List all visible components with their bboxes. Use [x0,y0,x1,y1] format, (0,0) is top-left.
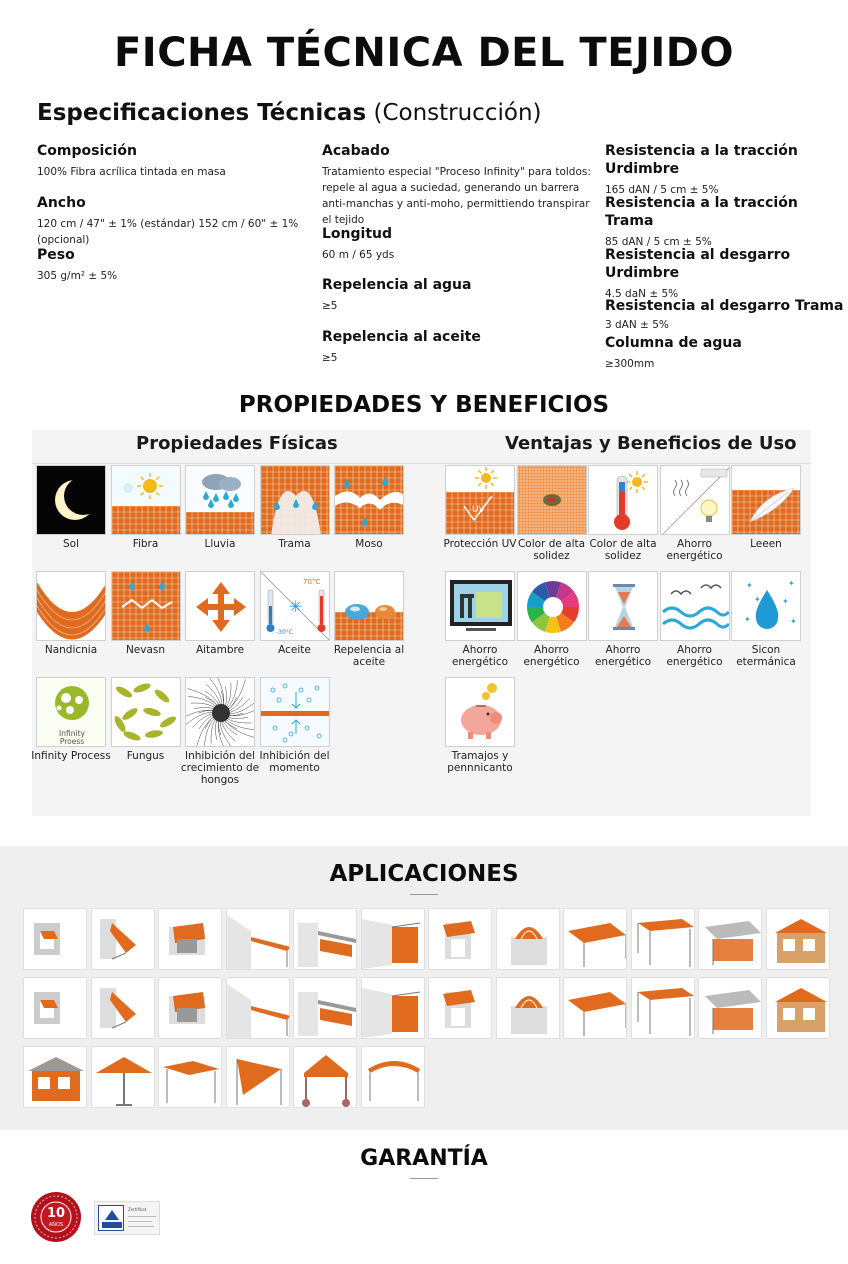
application-thumbnail [698,977,762,1039]
application-thumbnail [293,1046,357,1108]
application-thumbnail [428,977,492,1039]
spec-item [605,246,845,300]
svg-text:✦: ✦ [754,595,761,604]
spec-item [605,297,845,334]
svg-text:✦: ✦ [790,617,797,626]
feather-icon [731,465,801,535]
spec-value: 305 g/m² ± 5% [37,270,118,282]
monitor-icon [445,571,515,641]
physical-property-label: Infinity Process [31,750,111,762]
spec-column-3 [605,142,845,372]
application-thumbnail [766,908,830,970]
certification-badge [94,1201,160,1235]
physical-property-label: Repelencia al aceite [333,644,405,668]
spec-item [605,142,845,194]
spec-label: Resistencia al desgarro Urdimbre [605,247,791,281]
physical-property-label: Trama [278,538,311,550]
spec-heading-light: (Construcción) [373,100,542,126]
spec-label: Columna de agua [605,335,742,351]
spec-item [37,142,307,194]
oil-drop-icon [334,571,404,641]
warranty-title: GARANTÍA [360,1146,488,1171]
seal-number: 10 [46,1206,66,1221]
benefit-label: Ahorro energético [451,644,509,668]
application-thumbnail [496,908,560,970]
spec-label: Acabado [322,143,390,159]
page-title: FICHA TÉCNICA DEL TEJIDO [113,30,734,76]
four-arrows-icon [185,571,255,641]
infinity-process-icon [36,677,106,747]
sun-over-fabric-icon [111,465,181,535]
application-thumbnail [361,977,425,1039]
physical-property-label: Inhibición del crecimiento de hongos [180,750,260,786]
spec-value: 60 m / 65 yds [322,249,395,261]
warranty-title-rule [410,1178,438,1179]
spec-label: Peso [37,247,75,263]
applications-title-rule [410,894,438,895]
benefit-label: Color de alta solidez [517,538,586,562]
spec-value: 3 dAN ± 5% [605,319,669,331]
application-thumbnail [361,908,425,970]
physical-property-label: Fibra [132,538,159,550]
spec-label: Longitud [322,226,393,242]
benefits-title: Ventajas y Beneficios de Uso [505,433,797,454]
curved-fabric-icon [36,571,106,641]
torn-fabric-icon [334,465,404,535]
physical-property-label: Nandicnia [44,644,98,656]
application-thumbnail [91,1046,155,1108]
benefit-label: Tramajos y pennnicanto [447,750,513,774]
physical-property-label: Nevasn [125,644,166,656]
physical-property-label: Lluvia [204,538,236,550]
spec-item [37,194,307,246]
application-thumbnail [23,977,87,1039]
physical-property-label: Moso [355,538,383,550]
spec-value: 165 dAN / 5 cm ± 5% [605,184,719,196]
rain-cloud-icon [185,465,255,535]
benefit-label: Color de alta solidez [589,538,657,562]
waves-birds-icon [660,571,730,641]
spec-value: 120 cm / 47" ± 1% (estándar) 152 cm / 60" ± 1% (opcional) [37,218,299,246]
warranty-seal [30,1191,82,1243]
application-thumbnail [91,977,155,1039]
svg-text:Infinity: Infinity [59,729,85,738]
thermometer-hot-icon [588,465,658,535]
seal-text: AÑOS [48,1222,64,1228]
spec-item [322,225,592,276]
application-thumbnail [361,1046,425,1108]
fabric-drops-icon [260,465,330,535]
spec-value: ≥5 [322,300,338,312]
physical-property-label: Inhibición del momento [259,750,330,774]
properties-title: PROPIEDADES Y BENEFICIOS [238,392,610,418]
application-thumbnail [698,908,762,970]
spec-label: Resistencia a la tracción Trama [605,195,798,229]
spec-value: ≥5 [322,352,338,364]
benefit-label: Ahorro energético [666,644,723,668]
physical-property-label: Aceite [278,644,311,656]
physical-property-label: Fungus [126,750,165,762]
spec-heading [37,100,542,126]
application-thumbnail [293,977,357,1039]
benefit-label: Ahorro energético [594,644,652,668]
application-thumbnail [631,977,695,1039]
hourglass-icon [588,571,658,641]
application-thumbnail [158,977,222,1039]
application-thumbnail [226,977,290,1039]
cert-text: Zertifikat [128,1207,147,1212]
benefit-label: Ahorro energético [523,644,580,668]
svg-text:70°C: 70°C [302,578,320,586]
svg-text:✦: ✦ [744,615,751,624]
spec-label: Repelencia al agua [322,277,472,293]
ac-bulb-icon [660,465,730,535]
spec-value: Tratamiento especial "Proceso Infinity" para toldos: repele al agua a suciedad, generando un barrera anti-manchas y anti-moho, permittiendo transpirar el tejido [322,166,591,226]
panel-divider [32,463,811,464]
application-thumbnail [158,908,222,970]
application-thumbnail [496,977,560,1039]
stretched-fabric-icon [111,571,181,641]
application-thumbnail [91,908,155,970]
color-wheel-icon [517,571,587,641]
svg-text:✦: ✦ [782,597,789,606]
spec-item [37,246,307,284]
svg-text:-30°C: -30°C [275,629,293,636]
spec-item [605,194,845,246]
eclipse-icon [36,465,106,535]
spec-label: Repelencia al aceite [322,329,481,345]
benefit-label: Protección UV [443,538,517,550]
spec-column-1 [37,142,307,284]
application-thumbnail [631,908,695,970]
spec-value: 100% Fibra acrílica tintada en masa [37,166,226,178]
application-thumbnail [293,908,357,970]
benefit-label: Sicon etermánica [736,644,796,668]
fabric-swatch-icon [517,465,587,535]
svg-text:UV: UV [472,505,485,515]
benefit-label: Leeen [750,538,782,550]
water-drop-icon [731,571,801,641]
uv-protection-icon [445,465,515,535]
mold-fibers-icon [185,677,255,747]
spec-column-2 [322,142,592,366]
spec-value: ≥300mm [605,358,655,370]
application-thumbnail [226,1046,290,1108]
spec-label: Resistencia a la tracción Urdimbre [605,143,798,177]
physical-property-label: Aitambre [195,644,245,656]
breathable-icon [260,677,330,747]
application-thumbnail [766,977,830,1039]
physical-property-label: Sol [62,538,79,550]
application-thumbnail [23,1046,87,1108]
svg-text:✳: ✳ [288,597,302,616]
spec-item [322,276,592,328]
svg-text:✦: ✦ [788,579,795,588]
spec-label: Ancho [37,195,86,211]
applications-title: APLICACIONES [329,861,519,887]
fungus-icon [111,677,181,747]
benefit-label: Ahorro energético [666,538,723,562]
spec-item [322,328,592,366]
spec-item [605,334,845,372]
svg-text:Proess: Proess [59,737,85,746]
application-thumbnail [563,977,627,1039]
svg-text:✦: ✦ [746,581,753,590]
spec-heading-bold: Especificaciones Técnicas [37,100,367,126]
application-thumbnail [23,908,87,970]
thermometer-icon [260,571,330,641]
application-thumbnail [158,1046,222,1108]
piggy-bank-icon [445,677,515,747]
application-thumbnail [226,908,290,970]
application-thumbnail [428,908,492,970]
spec-value: 4.5 daN ± 5% [605,288,679,300]
spec-label: Composición [37,143,137,159]
spec-item [322,142,592,225]
application-thumbnail [563,908,627,970]
physical-properties-title: Propiedades Físicas [136,433,338,454]
spec-value: 85 dAN / 5 cm ± 5% [605,236,712,248]
spec-label: Resistencia al desgarro Trama [605,298,844,314]
